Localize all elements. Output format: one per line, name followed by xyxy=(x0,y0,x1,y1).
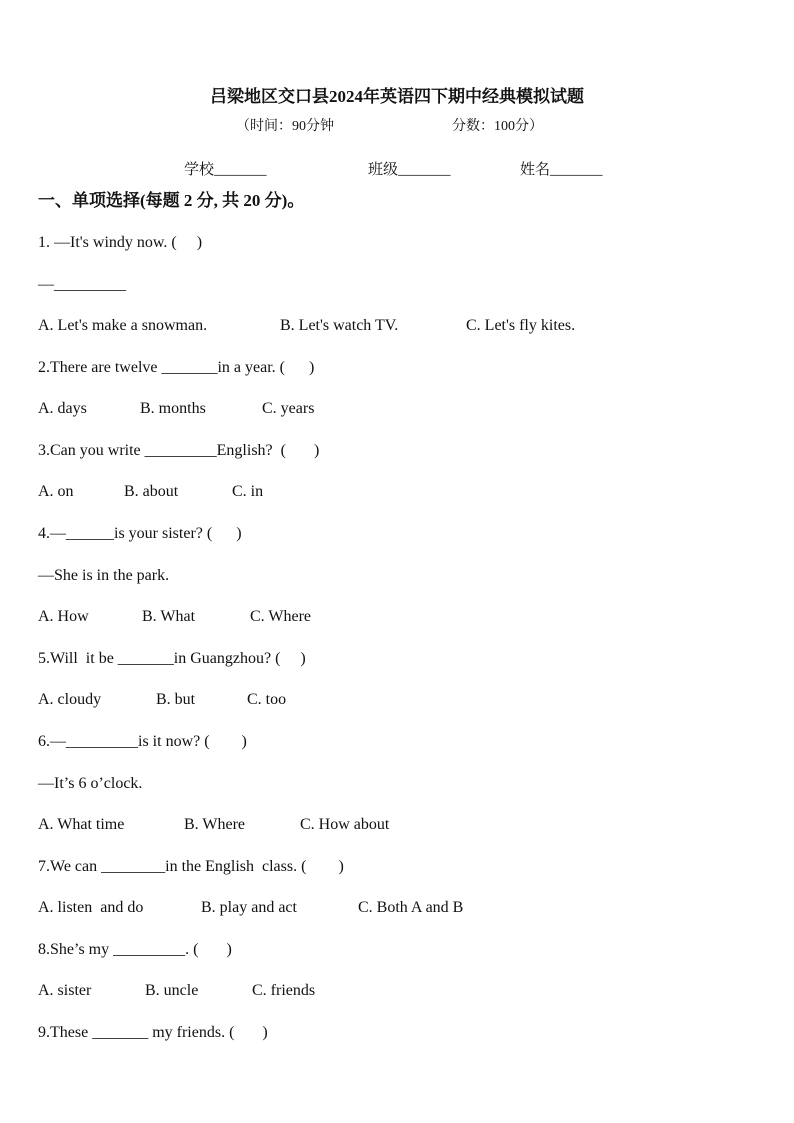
question-7-option-c: C. Both A and B xyxy=(358,899,464,916)
question-1-option-b: B. Let's watch TV. xyxy=(280,317,399,334)
question-9-stem: 9.These _______ my friends. ( ) xyxy=(38,1024,268,1041)
question-4-option-b: B. What xyxy=(142,608,196,625)
question-6-stem: 6.—_________is it now? ( ) xyxy=(38,733,247,750)
question-2-stem: 2.There are twelve _______in a year. ( ) xyxy=(38,359,315,376)
question-1-option-c: C. Let's fly kites. xyxy=(466,317,576,334)
question-1-stem: 1. —It's windy now. ( ) xyxy=(38,234,203,251)
question-3-option-a: A. on xyxy=(38,483,74,500)
question-5-option-b: B. but xyxy=(156,691,196,708)
question-6-option-b: B. Where xyxy=(184,816,246,833)
question-7-option-a: A. listen and do xyxy=(38,899,144,916)
question-1-option-a: A. Let's make a snowman. xyxy=(38,317,208,334)
question-4-option-a: A. How xyxy=(38,608,89,625)
exam-score: 分数：100分） xyxy=(452,119,543,134)
question-8-option-b: B. uncle xyxy=(145,982,199,999)
question-4-option-c: C. Where xyxy=(250,608,312,625)
name-field: 姓名_______ xyxy=(520,162,603,178)
question-1-answer-line: —_________ xyxy=(38,276,126,293)
question-6-option-a: A. What time xyxy=(38,816,125,833)
question-5-option-a: A. cloudy xyxy=(38,691,102,708)
question-8-stem: 8.She’s my _________. ( ) xyxy=(38,941,232,958)
school-field: 学校_______ xyxy=(184,162,267,178)
question-3-option-c: C. in xyxy=(232,483,264,500)
class-field: 班级_______ xyxy=(368,162,451,178)
question-7-stem: 7.We can ________in the English class. ( ) xyxy=(38,858,344,875)
question-6-option-c: C. How about xyxy=(300,816,390,833)
question-8-option-c: C. friends xyxy=(252,982,316,999)
question-3-option-b: B. about xyxy=(124,483,179,500)
section-title: 一、单项选择(每题 2 分, 共 20 分)。 xyxy=(38,191,305,210)
question-2-option-a: A. days xyxy=(38,400,87,417)
question-2-option-c: C. years xyxy=(262,400,315,417)
question-5-stem: 5.Will it be _______in Guangzhou? ( ) xyxy=(38,650,306,667)
exam-time: （时间：90分钟 xyxy=(236,119,334,134)
question-3-stem: 3.Can you write _________English? ( ) xyxy=(38,442,320,459)
question-4-stem: 4.—______is your sister? ( ) xyxy=(38,525,242,542)
question-8-option-a: A. sister xyxy=(38,982,92,999)
question-4-context: —She is in the park. xyxy=(38,567,170,584)
question-7-option-b: B. play and act xyxy=(201,899,297,916)
question-2-option-b: B. months xyxy=(140,400,206,417)
exam-title: 吕梁地区交口县2024年英语四下期中经典模拟试题 xyxy=(210,87,584,106)
question-6-context: —It’s 6 o’clock. xyxy=(38,775,143,792)
question-5-option-c: C. too xyxy=(247,691,287,708)
